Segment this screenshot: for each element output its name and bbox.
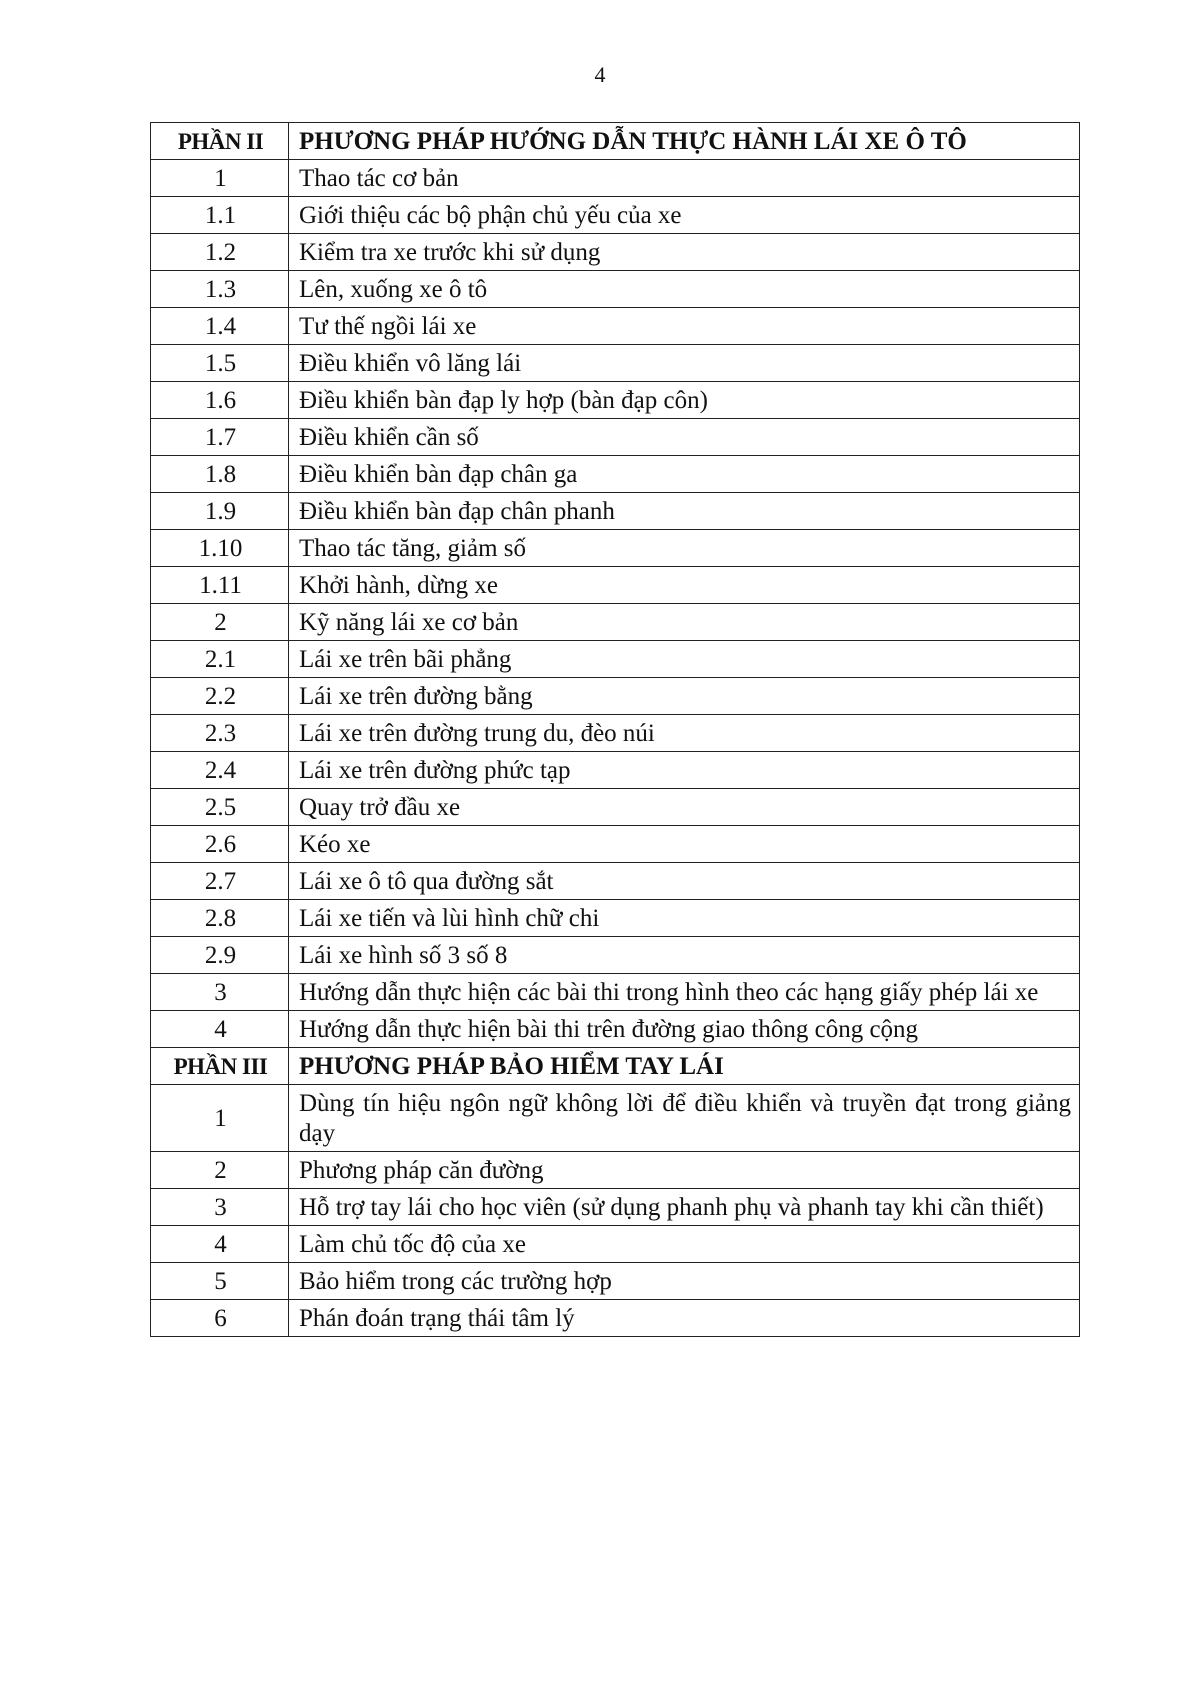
table-row: [151, 197, 1080, 234]
row-text: Lái xe hình số 3 số 8: [289, 937, 1080, 974]
table-row: [151, 937, 1080, 974]
row-number: 2.1: [151, 641, 289, 678]
row-number: 2.2: [151, 678, 289, 715]
row-number: 1.2: [151, 234, 289, 271]
row-text: Điều khiển bàn đạp chân phanh: [289, 493, 1080, 530]
row-number: 2.8: [151, 900, 289, 937]
row-text: Kéo xe: [289, 826, 1080, 863]
table-row: [151, 1263, 1080, 1300]
course-outline-table: [150, 122, 1080, 1337]
row-number: 2.3: [151, 715, 289, 752]
table-row: [151, 160, 1080, 197]
table-row: [151, 863, 1080, 900]
row-number: 2: [151, 604, 289, 641]
section-label: PHẦN III: [151, 1048, 289, 1085]
row-number: 1.8: [151, 456, 289, 493]
table-row: [151, 567, 1080, 604]
row-text: Điều khiển vô lăng lái: [289, 345, 1080, 382]
table-row: [151, 641, 1080, 678]
row-text: Lái xe ô tô qua đường sắt: [289, 863, 1080, 900]
row-text: Lên, xuống xe ô tô: [289, 271, 1080, 308]
section-heading-row: [151, 123, 1080, 160]
row-text: Làm chủ tốc độ của xe: [289, 1226, 1080, 1263]
section-label: PHẦN II: [151, 123, 289, 160]
section-heading-row: [151, 1048, 1080, 1085]
row-number: 2.6: [151, 826, 289, 863]
row-number: 1.10: [151, 530, 289, 567]
row-text: Lái xe trên bãi phẳng: [289, 641, 1080, 678]
table-row: [151, 974, 1080, 1011]
row-text: Dùng tín hiệu ngôn ngữ không lời để điều khiển và truyền đạt trong giảng dạy: [289, 1085, 1080, 1152]
row-text: Hướng dẫn thực hiện các bài thi trong hình theo các hạng giấy phép lái xe: [289, 974, 1080, 1011]
row-number: 2: [151, 1152, 289, 1189]
table-row: [151, 789, 1080, 826]
table-row: [151, 530, 1080, 567]
row-number: 2.9: [151, 937, 289, 974]
table-row: [151, 308, 1080, 345]
row-text: Thao tác tăng, giảm số: [289, 530, 1080, 567]
row-text: Điều khiển bàn đạp chân ga: [289, 456, 1080, 493]
table-row: [151, 493, 1080, 530]
row-text: Kỹ năng lái xe cơ bản: [289, 604, 1080, 641]
page-number: 4: [594, 62, 606, 87]
row-number: 3: [151, 1189, 289, 1226]
row-text: Lái xe trên đường trung du, đèo núi: [289, 715, 1080, 752]
row-number: 1.4: [151, 308, 289, 345]
row-number: 1.3: [151, 271, 289, 308]
table-body: [151, 123, 1080, 1337]
table-row: [151, 1152, 1080, 1189]
row-number: 1.11: [151, 567, 289, 604]
row-number: 6: [151, 1300, 289, 1337]
table-row: [151, 900, 1080, 937]
table-row: [151, 1189, 1080, 1226]
table-row: [151, 752, 1080, 789]
table-row: [151, 234, 1080, 271]
row-text: Phán đoán trạng thái tâm lý: [289, 1300, 1080, 1337]
row-number: 1: [151, 160, 289, 197]
row-text: Thao tác cơ bản: [289, 160, 1080, 197]
row-text: Bảo hiểm trong các trường hợp: [289, 1263, 1080, 1300]
table-row: [151, 1011, 1080, 1048]
row-number: 1.9: [151, 493, 289, 530]
table-row: [151, 1085, 1080, 1152]
row-number: 2.5: [151, 789, 289, 826]
row-number: 2.7: [151, 863, 289, 900]
row-text: Tư thế ngồi lái xe: [289, 308, 1080, 345]
row-number: 1.5: [151, 345, 289, 382]
row-text: Khởi hành, dừng xe: [289, 567, 1080, 604]
row-text: Quay trở đầu xe: [289, 789, 1080, 826]
row-number: 1.7: [151, 419, 289, 456]
row-text: Lái xe trên đường bằng: [289, 678, 1080, 715]
table-row: [151, 715, 1080, 752]
row-number: 1.1: [151, 197, 289, 234]
row-text: Điều khiển cần số: [289, 419, 1080, 456]
table-row: [151, 271, 1080, 308]
row-text: Hướng dẫn thực hiện bài thi trên đường giao thông công cộng: [289, 1011, 1080, 1048]
table-row: [151, 419, 1080, 456]
row-text: Lái xe tiến và lùi hình chữ chi: [289, 900, 1080, 937]
row-number: 4: [151, 1226, 289, 1263]
row-text: Điều khiển bàn đạp ly hợp (bàn đạp côn): [289, 382, 1080, 419]
row-number: 4: [151, 1011, 289, 1048]
section-title: PHƯƠNG PHÁP HƯỚNG DẪN THỰC HÀNH LÁI XE Ô TÔ: [289, 123, 1080, 160]
row-number: 3: [151, 974, 289, 1011]
row-number: 1: [151, 1085, 289, 1152]
row-text: Kiểm tra xe trước khi sử dụng: [289, 234, 1080, 271]
table-row: [151, 1300, 1080, 1337]
row-number: 1.6: [151, 382, 289, 419]
row-number: 5: [151, 1263, 289, 1300]
row-text: Giới thiệu các bộ phận chủ yếu của xe: [289, 197, 1080, 234]
section-title: PHƯƠNG PHÁP BẢO HIỂM TAY LÁI: [289, 1048, 1080, 1085]
row-text: Phương pháp căn đường: [289, 1152, 1080, 1189]
table-row: [151, 604, 1080, 641]
table-row: [151, 826, 1080, 863]
row-text: Hỗ trợ tay lái cho học viên (sử dụng phanh phụ và phanh tay khi cần thiết): [289, 1189, 1080, 1226]
table-row: [151, 345, 1080, 382]
row-number: 2.4: [151, 752, 289, 789]
table-row: [151, 382, 1080, 419]
table-row: [151, 678, 1080, 715]
table-row: [151, 1226, 1080, 1263]
row-text: Lái xe trên đường phức tạp: [289, 752, 1080, 789]
table-row: [151, 456, 1080, 493]
